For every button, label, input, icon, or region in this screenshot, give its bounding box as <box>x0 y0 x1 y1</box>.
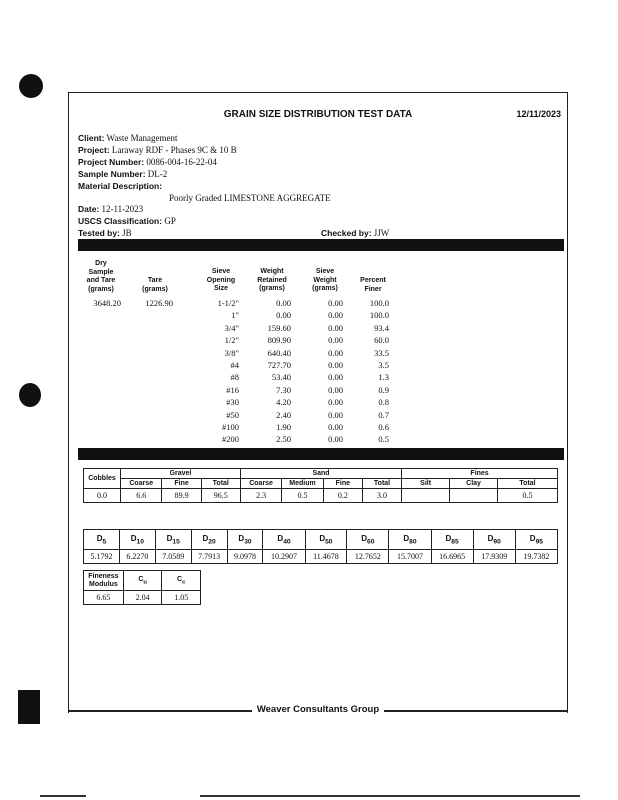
sieve-weight: 0.00 <box>328 298 343 308</box>
cobbles-header: Cobbles <box>84 469 121 489</box>
fraction-value <box>450 489 498 503</box>
percent-finer: 0.7 <box>378 409 389 420</box>
weight-retained: 809.90 <box>267 335 291 346</box>
fraction-value: 0.5 <box>282 489 323 503</box>
fraction-value <box>402 489 450 503</box>
percent-finer: 100.0 <box>369 310 389 321</box>
sieve-weight: 0.00 <box>328 397 343 408</box>
d-value: 9.0978 <box>227 550 263 564</box>
d-header: $D_{50}$ <box>305 530 347 550</box>
company-name: Weaver Consultants Group <box>252 704 384 715</box>
cu-header: $C_u$ <box>123 571 162 591</box>
tested-by-line: Tested by: JB <box>78 228 132 238</box>
d-header: $D_{30}$ <box>227 530 263 550</box>
weight-retained: 2.50 <box>276 434 291 445</box>
fraction-value: 0.0 <box>84 489 121 503</box>
d-value: 7.0589 <box>155 550 191 564</box>
weight-retained: 640.40 <box>267 347 291 358</box>
fraction-value: 96.5 <box>201 489 240 503</box>
d-value: 11.4678 <box>305 550 347 564</box>
sub-header: Fine <box>162 479 201 489</box>
cc-value: 1.05 <box>162 591 201 605</box>
sub-header: Clay <box>450 479 498 489</box>
d-value: 6.2270 <box>119 550 155 564</box>
fraction-value: 2.3 <box>240 489 281 503</box>
d-header: $D_{60}$ <box>347 530 389 550</box>
weight-retained: 1.90 <box>276 422 291 432</box>
report-date: 12/11/2023 <box>516 109 561 119</box>
client-line: Client: Waste Management <box>78 133 178 143</box>
sieve-size: #4 <box>230 360 239 370</box>
d-header: $D_{90}$ <box>473 530 515 550</box>
sieve-size: 1" <box>231 310 239 321</box>
fraction-value: 0.2 <box>323 489 362 503</box>
percent-finer-header: Percent Finer <box>360 277 386 293</box>
sieve-weight: 0.00 <box>328 322 343 333</box>
fractions-table <box>83 468 558 503</box>
sieve-weight: 0.00 <box>328 422 343 432</box>
tare-header: Tare (grams) <box>142 277 168 293</box>
weight-retained: 159.60 <box>267 322 291 333</box>
opening-header: Sieve Opening Size <box>206 268 236 292</box>
sieve-weight: 0.00 <box>328 347 343 358</box>
weight-retained: 7.30 <box>276 384 291 395</box>
sieve-size: 3/8" <box>224 347 239 358</box>
footer <box>69 704 567 716</box>
scan-mark <box>18 690 40 724</box>
weight-retained: 727.70 <box>267 360 291 370</box>
d-value: 15.7007 <box>389 550 431 564</box>
sub-header: Total <box>201 479 240 489</box>
percent-finer: 60.0 <box>374 335 389 346</box>
sub-header: Coarse <box>240 479 281 489</box>
percent-finer: 0.9 <box>378 384 389 395</box>
sieve-size: #50 <box>226 409 239 420</box>
sieve-size: 1-1/2" <box>217 298 239 308</box>
d-header: $D_{10}$ <box>119 530 155 550</box>
d-value: 16.6965 <box>431 550 473 564</box>
fraction-value: 3.0 <box>362 489 401 503</box>
percent-finer: 0.6 <box>378 422 389 432</box>
sieve-weight: 0.00 <box>328 335 343 346</box>
separator-bar <box>78 448 564 460</box>
cc-header: $C_c$ <box>162 571 201 591</box>
sieve-weight: 0.00 <box>328 409 343 420</box>
date-line: Date: 12-11-2023 <box>78 204 144 214</box>
sieve-size: 3/4" <box>224 322 239 333</box>
percent-finer: 3.5 <box>378 360 389 370</box>
sub-header: Total <box>362 479 401 489</box>
sieve-size: 1/2" <box>224 335 239 346</box>
weight-retained: 53.40 <box>271 372 291 383</box>
d-value: 12.7652 <box>347 550 389 564</box>
percent-finer: 1.3 <box>378 372 389 383</box>
fraction-value: 89.9 <box>162 489 201 503</box>
weight-retained: 0.00 <box>276 298 291 308</box>
d-header: $D_{40}$ <box>263 530 305 550</box>
percent-finer: 93.4 <box>374 322 389 333</box>
fraction-value: 0.5 <box>498 489 558 503</box>
sub-header: Total <box>498 479 558 489</box>
sample-number-line: Sample Number: DL-2 <box>78 169 168 179</box>
sieve-weight: 0.00 <box>328 310 343 321</box>
separator-bar <box>78 239 564 251</box>
d-value: 19.7382 <box>515 550 557 564</box>
scan-rule <box>40 795 86 797</box>
d-value: 10.2907 <box>263 550 305 564</box>
scan-rule <box>200 795 580 797</box>
weight-retained: 2.40 <box>276 409 291 420</box>
material-label: Material Description: <box>78 181 163 191</box>
coefficients-table <box>83 570 201 605</box>
d-value: 17.9309 <box>473 550 515 564</box>
percent-finer: 0.5 <box>378 434 389 445</box>
dry-sample-value: 3648.20 <box>93 298 121 308</box>
sieve-weight: 0.00 <box>328 434 343 445</box>
fineness-modulus-header: Fineness Modulus <box>84 571 124 591</box>
d-header: $D_{20}$ <box>191 530 227 550</box>
percent-finer: 100.0 <box>369 298 389 308</box>
weight-retained: 0.00 <box>276 310 291 321</box>
d-header: $D_{15}$ <box>155 530 191 550</box>
fineness-modulus-value: 6.65 <box>84 591 124 605</box>
sieve-size: #30 <box>226 397 239 408</box>
d-header: $D_{95}$ <box>515 530 557 550</box>
project-line: Project: Laraway RDF - Phases 9C & 10 B <box>78 145 237 155</box>
punch-hole <box>19 74 43 98</box>
punch-hole <box>19 383 41 407</box>
dry-sample-header: Dry Sample and Tare (grams) <box>86 260 116 293</box>
sieve-weight: 0.00 <box>328 372 343 383</box>
d-value: 7.7913 <box>191 550 227 564</box>
sub-header: Silt <box>402 479 450 489</box>
tare-value: 1226.90 <box>145 298 173 308</box>
sieve-weight: 0.00 <box>328 360 343 370</box>
percent-finer: 33.5 <box>374 347 389 358</box>
weight-retained: 4.20 <box>276 397 291 408</box>
sieve-size: #200 <box>222 434 239 445</box>
sieve-size: #100 <box>222 422 239 432</box>
page-title: GRAIN SIZE DISTRIBUTION TEST DATA <box>223 109 413 120</box>
d-header: $D_5$ <box>84 530 120 550</box>
percent-finer: 0.8 <box>378 397 389 408</box>
fraction-value: 6.6 <box>121 489 162 503</box>
sieve-size: #16 <box>226 384 239 395</box>
checked-by-line: Checked by: JJW <box>321 228 390 238</box>
sieve-weight: 0.00 <box>328 384 343 395</box>
d-header: $D_{80}$ <box>389 530 431 550</box>
project-number-line: Project Number: 0086-004-16-22-04 <box>78 157 217 167</box>
d-values-table <box>83 529 558 564</box>
fines-header: Fines <box>402 469 558 479</box>
sieve-weight-header: Sieve Weight (grams) <box>312 268 338 292</box>
sieve-size: #8 <box>230 372 239 383</box>
cu-value: 2.04 <box>123 591 162 605</box>
d-value: 5.1792 <box>84 550 120 564</box>
sub-header: Coarse <box>121 479 162 489</box>
sub-header: Medium <box>282 479 323 489</box>
document-frame <box>68 92 568 713</box>
sub-header: Fine <box>323 479 362 489</box>
sand-header: Sand <box>240 469 401 479</box>
gravel-header: Gravel <box>121 469 241 479</box>
uscs-line: USCS Classification: GP <box>78 216 176 226</box>
retained-header: Weight Retained (grams) <box>257 268 287 292</box>
d-header: $D_{85}$ <box>431 530 473 550</box>
material-description: Poorly Graded LIMESTONE AGGREGATE <box>169 193 331 203</box>
